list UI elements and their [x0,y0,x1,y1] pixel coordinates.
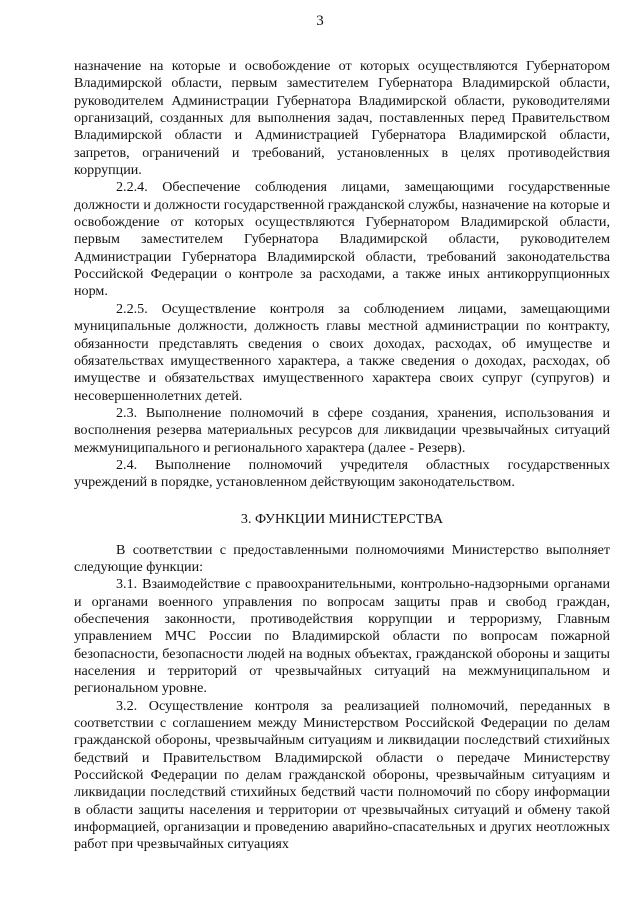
paragraph-2-2-4: 2.2.4. Обеспечение соблюдения лицами, замещающими государственные должности и должности государственной гражданской службы, назначение на которые и освобождение от которых осуществляются Губернатором Владимирской области, первым заместителем Губернатора Владимирской области, руководителем Администрации Губернатора Владимирской области, требований законодательства Российской Федерации о контроле за расходами, а также иных антикоррупционных норм. [74,179,610,300]
paragraph-3-2: 3.2. Осуществление контроля за реализацией полномочий, переданных в соответствии с соглашением между Министерством Российской Федерации по делам гражданской обороны, чрезвычайным ситуациям и ликвидации последствий стихийных бедствий и Правительством Владимирской области о передаче Министерству Российской Федерации по делам гражданской обороны, чрезвычайным ситуациям и ликвидации последствий стихийных бедствий части полномочий по сбору информации в области защиты населения и территории от чрезвычайных ситуаций и обмену такой информацией, организации и проведению аварийно-спасательных и других неотложных работ при чрезвычайных ситуациях [74,697,610,853]
page-number: 3 [316,13,324,29]
section-heading: 3. ФУНКЦИИ МИНИСТЕРСТВА [240,510,444,527]
paragraph-2-3: 2.3. Выполнение полномочий в сфере создания, хранения, использования и восполнения резерва материальных ресурсов для ликвидации чрезвычайных ситуаций межмуниципального и регионального характера (далее - Резерв). [74,404,610,456]
paragraph-intro: В соответствии с предоставленными полномочиями Министерство выполняет следующие функции: [74,541,610,575]
paragraph-2-4: 2.4. Выполнение полномочий учредителя областных государственных учреждений в порядке, установленном действующим законодательством. [74,456,610,491]
document-body [74,58,610,854]
paragraph-2-2-5: 2.2.5. Осуществление контроля за соблюдением лицами, замещающими муниципальные должности, должность главы местной администрации по контракту, обязанности представлять сведения о своих доходах, расходах, об имуществе и обязательствах имущественного характера, а также сведения о доходах, расходах, об имуществе и обязательствах имущественного характера своих супруг (супругов) и несовершеннолетних детей. [74,300,610,404]
paragraph-continuation: назначение на которые и освобождение от которых осуществляются Губернатором Владимирской области, первым заместителем Губернатора Владимирской области, руководителем Администрации Губернатора Владимирской области, руководителями организаций, созданных для выполнения задач, поставленных перед Правительством Владимирской области и Администрацией Губернатора Владимирской области, запретов, ограничений и требований, установленных в целях противодействия коррупции. [74,58,610,179]
paragraph-3-1: 3.1. Взаимодействие с правоохранительными, контрольно-надзорными органами и органами военного управления по вопросам защиты прав и свобод граждан, обеспечения законности, противодействия коррупции и терроризму, Главным управлением МЧС России по Владимирской области по вопросам пожарной безопасности, безопасности людей на водных объектах, гражданской обороны и защиты населения и территорий от чрезвычайных ситуаций на межмуниципальном и региональном уровне. [74,576,610,697]
